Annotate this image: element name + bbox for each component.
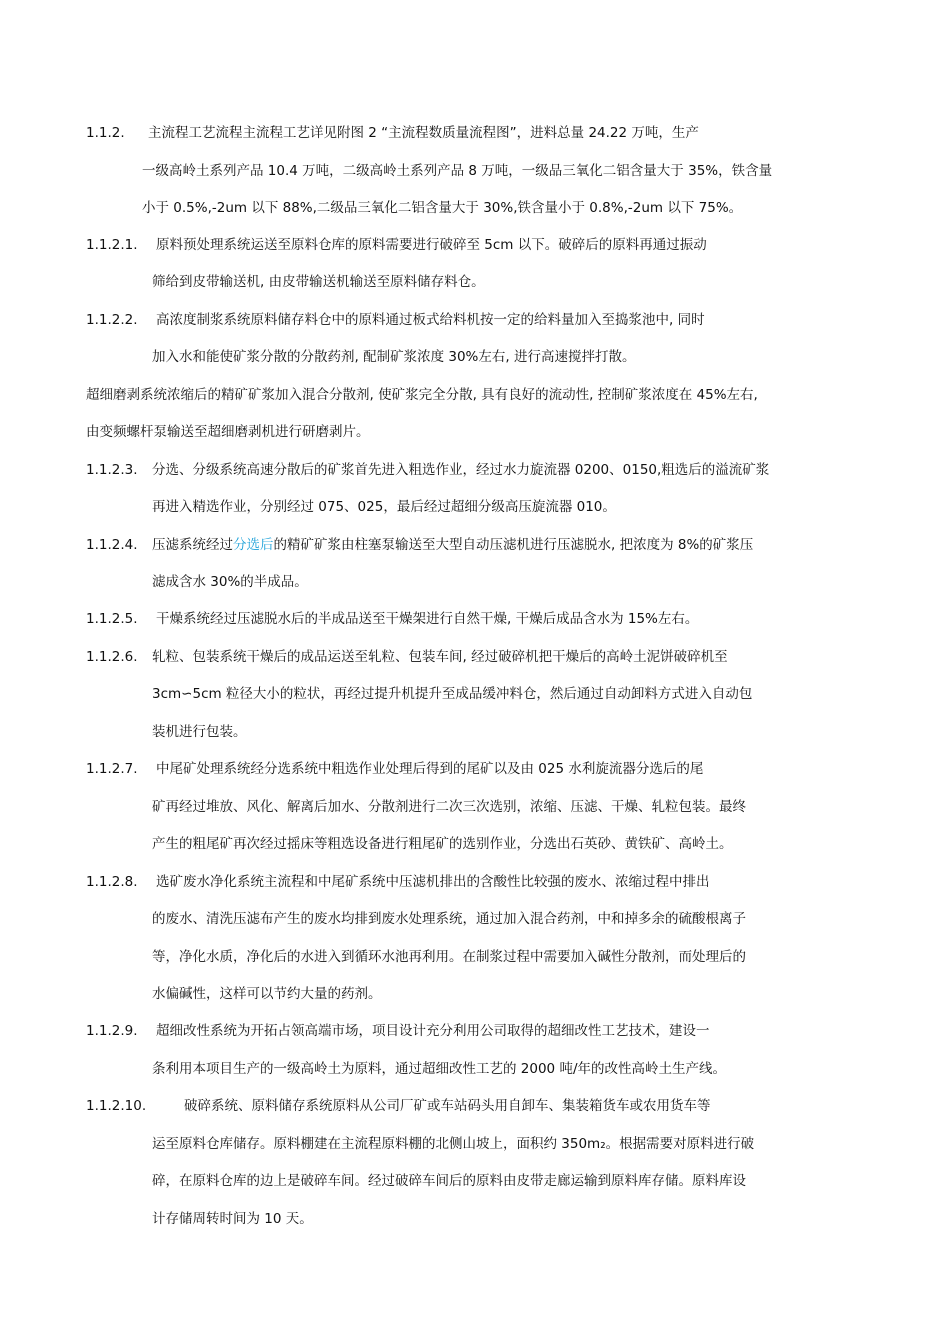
paragraph-line: 中尾矿处理系统经分选系统中粗选作业处理后得到的尾矿以及由 025 水利旋流器分选后的尾 (156, 761, 704, 777)
paragraph-line: 一级高岭土系列产品 10.4 万吨，二级高岭土系列产品 8 万吨，一级品三氧化二铝含量大于 35%，铁含量 (142, 163, 773, 179)
paragraph-line: 条利用本项目生产的一级高岭土为原料，通过超细改性工艺的 2000 吨/年的改性高岭土生产线。 (152, 1061, 726, 1077)
highlighted-text: 分选后 (233, 537, 274, 553)
paragraph-line: 超细磨剥系统浓缩后的精矿矿浆加入混合分散剂, 使矿浆完全分散, 具有良好的流动性, 控制矿浆浓度在 45%左右, (86, 387, 758, 403)
section-number: 1.1.2.5. (86, 611, 138, 627)
paragraph-line: 运至原料仓库储存。原料棚建在主流程原料棚的北侧山坡上，面积约 350m₂。根据需要对原料进行破 (152, 1136, 755, 1152)
section-number: 1.1.2.10. (86, 1098, 147, 1114)
paragraph-line: 等，净化水质，净化后的水进入到循环水池再利用。在制浆过程中需要加入碱性分散剂，而处理后的 (152, 949, 746, 965)
section-number: 1.1.2.9. (86, 1023, 138, 1039)
paragraph-line: 原料预处理系统运送至原料仓库的原料需要进行破碎至 5cm 以下。破碎后的原料再通过振动 (156, 237, 707, 253)
paragraph-line: 3cm∽5cm 粒径大小的粒状，再经过提升机提升至成品缓冲料仓，然后通过自动卸料方式进入自动包 (152, 686, 753, 702)
paragraph-line: 由变频螺杆泵输送至超细磨剥机进行研磨剥片。 (86, 424, 370, 440)
paragraph-line: 高浓度制浆系统原料储存料仓中的原料通过板式给料机按一定的给料量加入至捣浆池中, 同时 (156, 312, 705, 328)
section-number: 1.1.2.2. (86, 312, 138, 328)
paragraph-line: 选矿废水净化系统主流程和中尾矿系统中压滤机排出的含酸性比较强的废水、浓缩过程中排出 (156, 874, 710, 890)
paragraph-line: 计存储周转时间为 10 天。 (152, 1211, 313, 1227)
paragraph-line: 产生的粗尾矿再次经过摇床等粗选设备进行粗尾矿的选别作业，分选出石英砂、黄铁矿、高岭土。 (152, 836, 733, 852)
paragraph-line: 滤成含水 30%的半成品。 (152, 574, 308, 590)
paragraph-line: 破碎系统、原料储存系统原料从公司厂矿或车站码头用自卸车、集装箱货车或农用货车等 (184, 1098, 711, 1114)
paragraph-line: 主流程工艺流程主流程工艺详见附图 2 “主流程数质量流程图”，进料总量 24.22 万吨，生产 (148, 125, 699, 141)
paragraph-line (152, 535, 753, 555)
paragraph-line: 小于 0.5%,-2um 以下 88%,二级品三氧化二铝含量大于 30%,铁含量小于 0.8%,-2um 以下 75%。 (142, 200, 743, 216)
paragraph-line: 再进入精选作业，分别经过 075、025，最后经过超细分级高压旋流器 010。 (152, 499, 616, 515)
section-number: 1.1.2.7. (86, 761, 138, 777)
text-run: 的精矿矿浆由柱塞泵输送至大型自动压滤机进行压滤脱水, 把浓度为 8%的矿浆压 (273, 537, 754, 553)
paragraph-line: 干燥系统经过压滤脱水后的半成品送至干燥架进行自然干燥, 干燥后成品含水为 15%左右。 (156, 611, 699, 627)
paragraph-line: 矿再经过堆放、风化、解离后加水、分散剂进行二次三次选别，浓缩、压滤、干燥、轧粒包装。最终 (152, 799, 746, 815)
section-number: 1.1.2.1. (86, 237, 138, 253)
paragraph-line: 筛给到皮带输送机, 由皮带输送机输送至原料储存料仓。 (152, 274, 485, 290)
section-number: 1.1.2.4. (86, 537, 138, 553)
paragraph-line: 加入水和能使矿浆分散的分散药剂, 配制矿浆浓度 30%左右, 进行高速搅拌打散。 (152, 349, 636, 365)
paragraph-line: 轧粒、包装系统干燥后的成品运送至轧粒、包装车间, 经过破碎机把干燥后的高岭土泥饼破碎机至 (152, 649, 728, 665)
paragraph-line: 分选、分级系统高速分散后的矿浆首先进入粗选作业，经过水力旋流器 0200、0150,粗选后的溢流矿浆 (152, 462, 770, 478)
section-number: 1.1.2.6. (86, 649, 138, 665)
text-run: 压滤系统经过 (152, 537, 233, 553)
section-number: 1.1.2.8. (86, 874, 138, 890)
paragraph-line: 装机进行包装。 (152, 724, 247, 740)
section-number: 1.1.2. (86, 125, 125, 141)
paragraph-line: 水偏碱性，这样可以节约大量的药剂。 (152, 986, 382, 1002)
paragraph-line: 的废水、清洗压滤布产生的废水均排到废水处理系统，通过加入混合药剂，中和掉多余的硫酸根离子 (152, 911, 746, 927)
section-number: 1.1.2.3. (86, 462, 138, 478)
paragraph-line: 超细改性系统为开拓占领高端市场，项目设计充分利用公司取得的超细改性工艺技术，建设一 (156, 1023, 710, 1039)
paragraph-line: 碎，在原料仓库的边上是破碎车间。经过破碎车间后的原料由皮带走廊运输到原料库存储。原料库设 (152, 1173, 746, 1189)
